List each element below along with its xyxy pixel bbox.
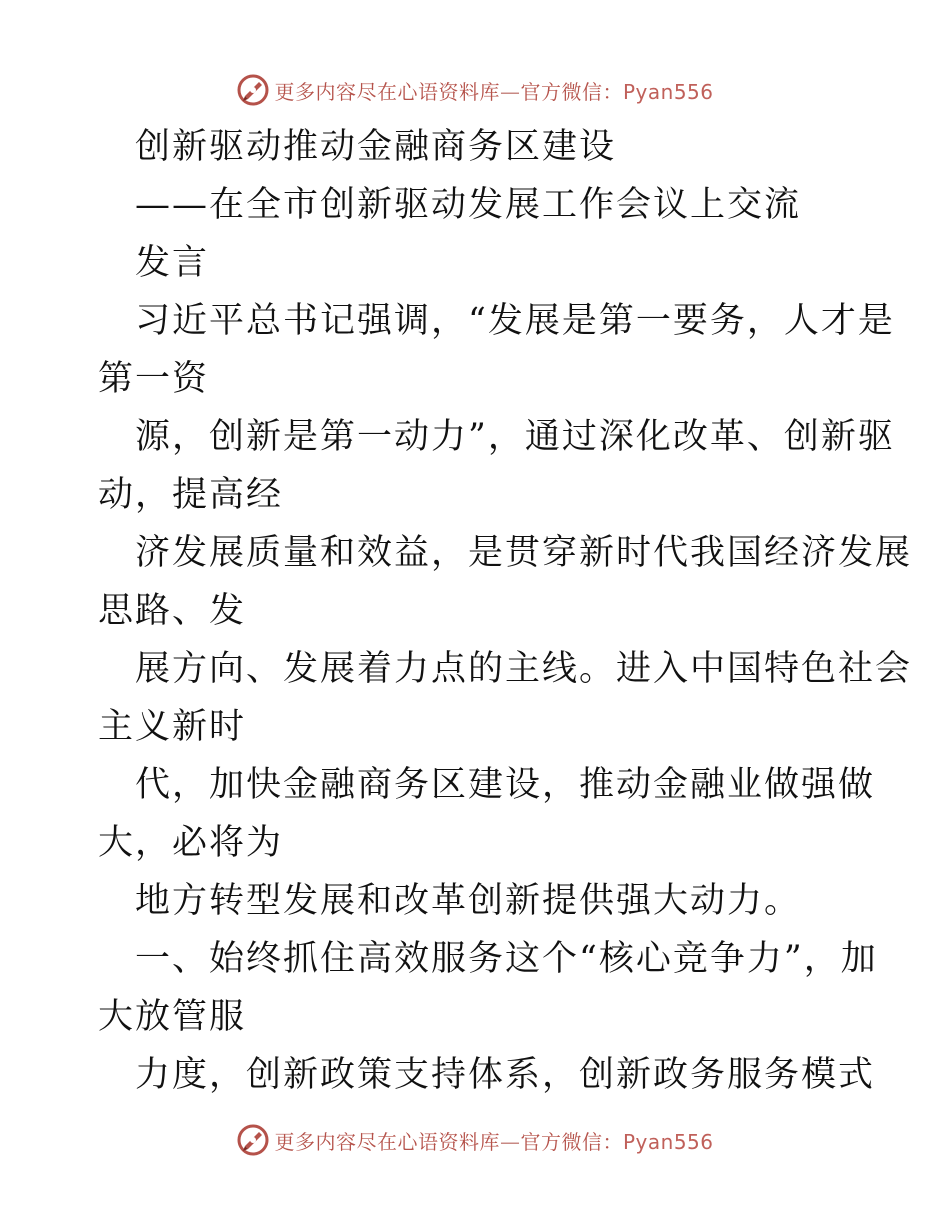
header-watermark (0, 70, 950, 110)
text-line: 习近平总书记强调，“发展是第一要务，人才是 (135, 301, 895, 341)
pen-logo-icon (236, 1123, 270, 1157)
text-line: 发言 (135, 243, 210, 283)
footer-watermark (0, 1120, 950, 1160)
watermark-separator: — (499, 1129, 521, 1154)
text-line: 力度，创新政策支持体系，创新政务服务模式 (135, 1055, 876, 1095)
watermark-text: 更多内容尽在心语资料库 (274, 1129, 500, 1154)
watermark-separator: — (499, 79, 521, 104)
text-line: 创新驱动推动金融商务区建设 (135, 127, 617, 167)
text-line: 动，提高经 (98, 475, 284, 515)
watermark-handle: Pyan556 (622, 79, 714, 104)
watermark-text: 更多内容尽在心语资料库 (274, 79, 500, 104)
text-line: 地方转型发展和改革创新提供强大动力。 (135, 881, 802, 921)
text-line: 思路、发 (98, 591, 247, 631)
document-body (98, 118, 913, 1104)
text-line: 源，创新是第一动力”，通过深化改革、创新驱 (135, 417, 895, 457)
pen-logo-icon (236, 73, 270, 107)
watermark-handle: Pyan556 (622, 1129, 714, 1154)
text-line: 第一资 (98, 359, 210, 399)
watermark-contact: 官方微信： (520, 79, 623, 104)
text-line: ——在全市创新驱动发展工作会议上交流 (135, 185, 802, 225)
text-line: 一、始终抓住高效服务这个“核心竞争力”，加 (135, 939, 878, 979)
text-line: 展方向、发展着力点的主线。进入中国特色社会 (135, 649, 913, 689)
text-line: 代，加快金融商务区建设，推动金融业做强做 (135, 765, 876, 805)
text-line: 大，必将为 (98, 823, 284, 863)
text-line: 主义新时 (98, 707, 247, 747)
text-line: 大放管服 (98, 997, 247, 1037)
watermark-contact: 官方微信： (520, 1129, 623, 1154)
text-line: 济发展质量和效益，是贯穿新时代我国经济发展 (135, 533, 913, 573)
